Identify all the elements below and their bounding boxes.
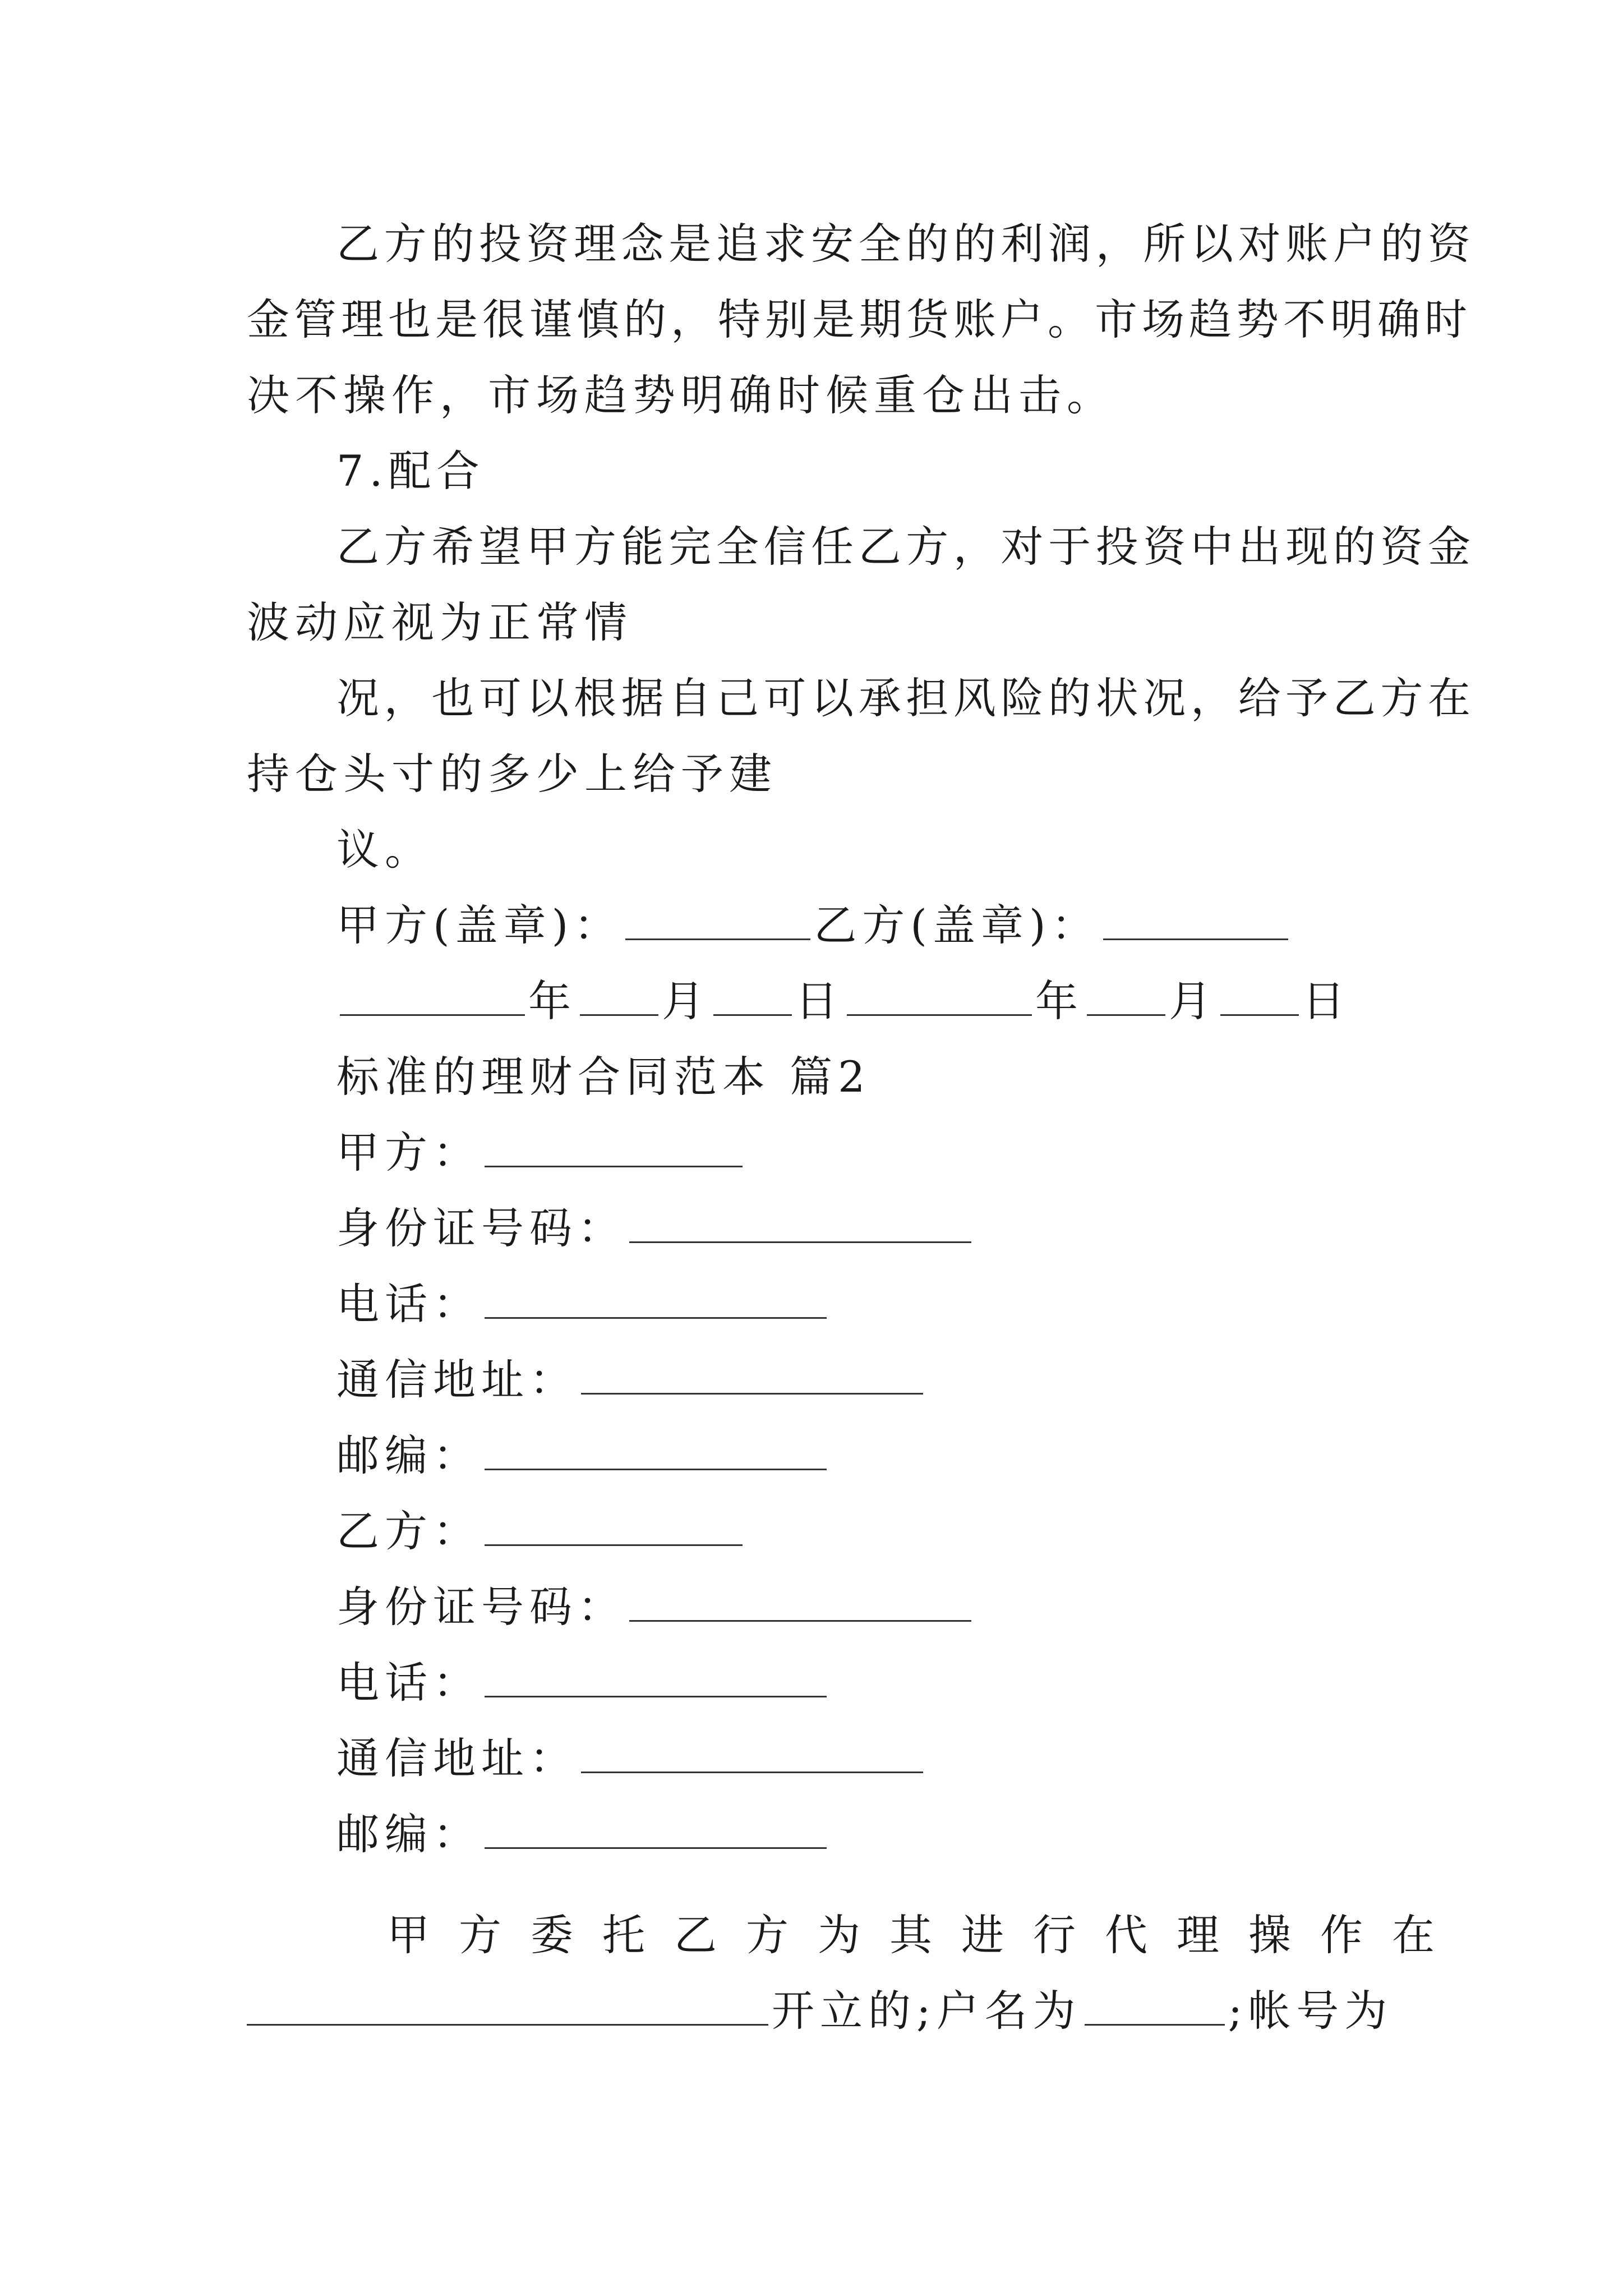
date-a-day-blank	[713, 975, 792, 1016]
date-a-month-blank	[580, 975, 658, 1016]
date-a-month-label: 月	[662, 976, 710, 1026]
party-a-name-blank	[485, 1126, 743, 1167]
para2-line2: 波动应视为正常情	[247, 597, 633, 647]
party-b-postcode-blank	[485, 1808, 827, 1849]
party-b-address-row	[336, 1731, 926, 1787]
party-a-name-label: 甲方：	[336, 1128, 481, 1177]
date-b-month-label: 月	[1169, 976, 1217, 1026]
signature-row	[336, 898, 1292, 954]
date-a-day-label: 日	[795, 976, 843, 1026]
entrust-line1: 甲方委托乙方为其进行代理操作在	[387, 1910, 1464, 1960]
party-b-id-label: 身份证号码：	[336, 1582, 626, 1632]
date-b-year-label: 年	[1035, 976, 1083, 1026]
para3-line2: 持仓头寸的多少上给予建	[247, 749, 777, 799]
party-a-name-row	[336, 1125, 746, 1181]
party-a-address-blank	[581, 1354, 923, 1395]
party-a-address-label: 通信地址：	[336, 1355, 578, 1405]
section-2-title: 标准的理财合同范本 篇2	[336, 1052, 871, 1102]
party-b-seal-blank	[1103, 899, 1288, 940]
date-b-day-blank	[1220, 975, 1299, 1016]
party-b-id-blank	[629, 1581, 971, 1622]
party-b-seal-label: 乙方(盖章)：	[814, 900, 1100, 950]
party-a-address-row	[336, 1352, 926, 1408]
party-b-name-label: 乙方：	[336, 1506, 481, 1556]
account-number-label: ;帐号为	[1228, 1986, 1393, 2036]
party-b-address-label: 通信地址：	[336, 1733, 578, 1783]
entrust-line2	[247, 1983, 1393, 2039]
party-b-id-row	[336, 1579, 975, 1635]
party-a-postcode-label: 邮编：	[336, 1430, 481, 1480]
para4-line1: 议。	[336, 825, 433, 875]
party-a-id-label: 身份证号码：	[336, 1203, 626, 1253]
para1-line1: 乙方的投资理念是追求安全的的利润，所以对账户的资	[336, 219, 1475, 269]
date-b-month-blank	[1087, 975, 1165, 1016]
party-b-name-blank	[485, 1505, 743, 1546]
party-a-phone-blank	[485, 1278, 827, 1319]
party-b-postcode-row	[336, 1806, 830, 1862]
party-b-phone-label: 电话：	[336, 1658, 481, 1708]
party-a-phone-row	[336, 1276, 830, 1332]
party-b-name-row	[336, 1503, 746, 1559]
party-b-phone-blank	[485, 1657, 827, 1697]
date-a-year-label: 年	[528, 976, 577, 1026]
bank-name-blank	[247, 1985, 768, 2026]
party-a-postcode-blank	[485, 1429, 827, 1470]
party-a-phone-label: 电话：	[336, 1279, 481, 1329]
para1-line2: 金管理也是很谨慎的，特别是期货账户。市场趋势不明确时	[247, 295, 1472, 344]
para1-line3: 决不操作，市场趋势明确时候重仓出击。	[247, 370, 1115, 420]
para3-line1: 况，也可以根据自己可以承担风险的状况，给予乙方在	[336, 673, 1475, 723]
party-a-seal-label: 甲方(盖章)：	[336, 900, 623, 950]
party-b-phone-row	[336, 1655, 830, 1711]
party-b-address-blank	[581, 1732, 923, 1773]
party-a-id-row	[336, 1200, 975, 1257]
date-row	[336, 973, 1350, 1029]
date-b-day-label: 日	[1302, 976, 1350, 1026]
para2-line1: 乙方希望甲方能完全信任乙方，对于投资中出现的资金	[336, 522, 1475, 572]
section-7-heading: 7.配合	[336, 446, 485, 496]
date-a-year-blank	[340, 975, 525, 1016]
date-b-year-blank	[847, 975, 1032, 1016]
opened-account-name-label: 开立的;户名为	[772, 1986, 1081, 2036]
party-a-seal-blank	[625, 899, 810, 940]
party-a-id-blank	[629, 1202, 971, 1243]
account-name-blank	[1085, 1985, 1225, 2026]
party-a-postcode-row	[336, 1428, 830, 1484]
party-b-postcode-label: 邮编：	[336, 1809, 481, 1859]
